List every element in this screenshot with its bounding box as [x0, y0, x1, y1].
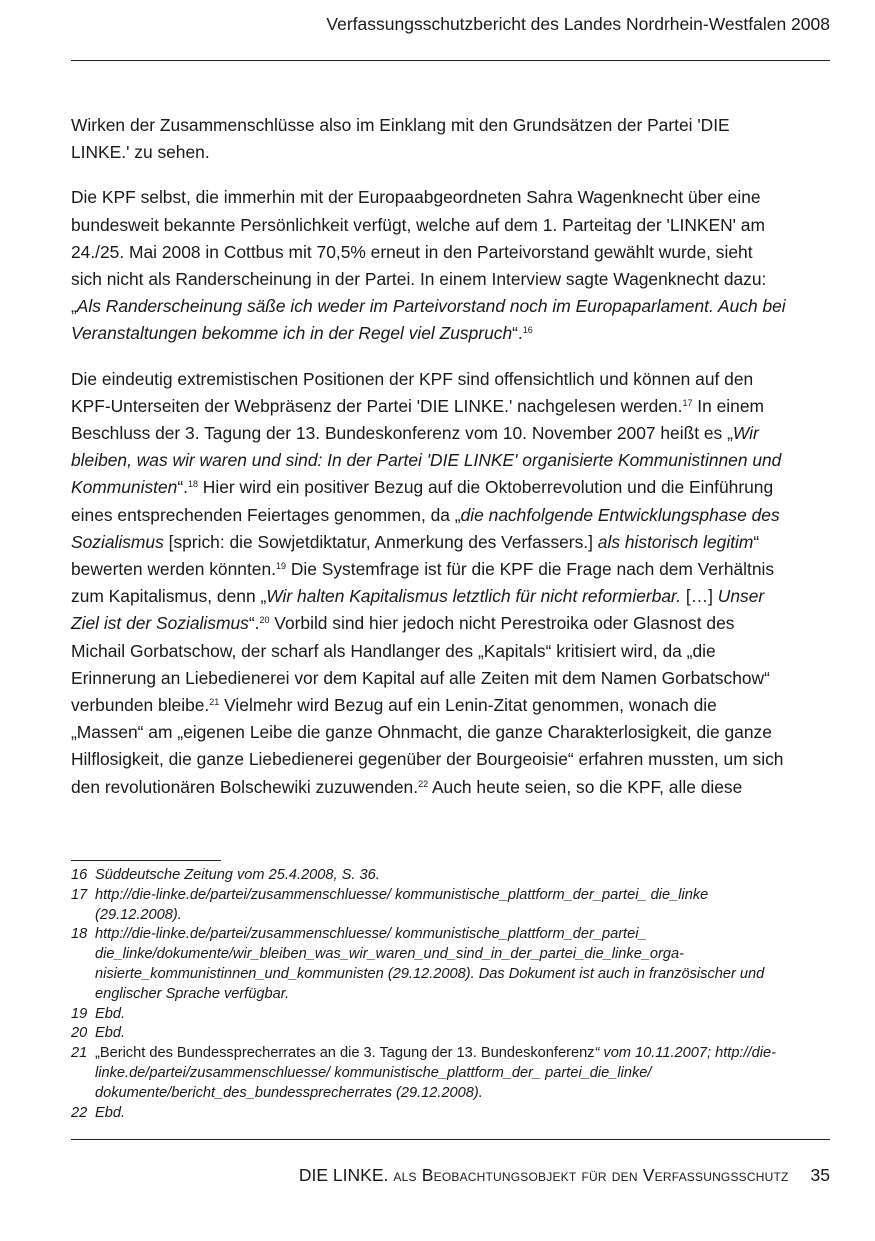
footnote-text: Süddeutsche Zeitung vom 25.4.2008, S. 36.: [95, 867, 380, 883]
footnote-number: 18: [71, 926, 88, 943]
footnote-number: 19: [71, 1005, 88, 1022]
footnote-number: 16: [71, 867, 88, 883]
footnote-text: Ebd.: [95, 1025, 126, 1042]
footnote-16: [71, 866, 786, 886]
footnote-number: 22: [71, 1104, 88, 1121]
quote: die nachfolgende Entwicklungsphase des Sozialismus: [71, 504, 780, 552]
quote: Wir halten Kapitalismus letztlich für nicht reformierbar.: [266, 586, 682, 607]
footnote-text: Ebd.: [95, 1104, 126, 1121]
footnote-18: [71, 925, 786, 1004]
running-header: Verfassungsschutzbericht des Landes Nordrhein-Westfalen 2008: [326, 14, 830, 34]
footnote-link[interactable]: http://die-linke.de/partei/zusammenschluesse/ kommunistische_plattform_der_partei_ die_linke/dokumente/wir_bleiben_was_wir_waren_und_sind_in_der_partei_die_linke_organisierte_kommunistinnen_und_kommunisten (29.12.2008). Das Dokument ist auch in französischer und englischer Sprache verfügbar.: [95, 926, 765, 1002]
footnote-number: 17: [71, 886, 88, 903]
footnote-20: [71, 1024, 786, 1044]
footer-title: DIE LINKE. als Beobachtungsobjekt für den Verfassungsschutz: [298, 1165, 789, 1185]
paragraph-3: Die eindeutig extremistischen Positionen der KPF sind offensichtlich und können auf den KPF-Unterseiten der Webpräsenz der Partei 'DIE LINKE.' nachgelesen werden.$^{17}$ In einem Beschluss der 3. Tagung der 13. Bundeskonferenz vom 10. November 2007 heißt es „Wir bleiben, was wir waren und sind: In der Partei 'DIE LINKE' organisierte Kommunistinnen und Kommunisten“.$^{18}$ Hier wird ein positiver Bezug auf die Oktoberrevolution und die Einführung eines entsprechenden Feiertages genommen, da „die nachfolgende Entwicklungsphase des Sozialismus [sprich: die Sowjetdiktatur, Anmerkung des Verfassers.] als historisch legitim“ bewerten werden könnten.$^{19}$ Die Systemfrage ist für die KPF die Frage nach dem Verhältnis zum Kapitalismus, denn „Wir halten Kapitalismus letztlich für nicht reformierbar. […] Unser Ziel ist der Sozialismus“.$^{20}$ Vorbild sind hier jedoch nicht Perestroika oder Glasnost des Michail Gorbatschow, der scharf als Handlanger des „Kapitals“ kritisiert wird, da „die Erinnerung an Liebedienerei vor dem Kapital auf alle Zeiten mit dem Namen Gorbatschow“ verbunden bleibe.$^{21}$ Vielmehr wird Bezug auf ein Lenin-Zitat genommen, wonach die „Massen“ am „eigenen Leibe die ganze Ohnmacht, die ganze Charakterlosigkeit, die ganze Hilflosigkeit, die ganze Liebedienerei gegenüber der Bourgeoisie“ erfahren mussten, um sich den revolutionären Bolschewiki zuzuwenden.$^{22}$ Auch heute seien, so die KPF, alle diese: [71, 368, 784, 797]
page-number: 35: [810, 1165, 830, 1185]
main-text: [71, 112, 786, 819]
paragraph-1: Wirken der Zusammenschlüsse also im Einklang mit den Grundsätzen der Partei 'DIE LINKE.' zu sehen.: [71, 115, 730, 163]
footnotes: [71, 866, 786, 1123]
footer-rule: [71, 1139, 830, 1140]
footnote-22: [71, 1104, 786, 1124]
footnote-ref[interactable]: 21: [209, 697, 220, 708]
footnote-ref[interactable]: 22: [418, 778, 429, 789]
quote: Wir bleiben, was wir waren und sind: In der Partei 'DIE LINKE' organisierte Kommunistinnen und Kommunisten: [71, 423, 782, 498]
footnote-17: [71, 886, 786, 926]
running-footer: [71, 1163, 830, 1187]
footnote-ref[interactable]: 18: [187, 479, 198, 490]
footnote-ref[interactable]: 17: [682, 397, 693, 408]
footnote-number: 21: [71, 1045, 88, 1062]
footnote-21: [71, 1044, 786, 1103]
quote: Als Randerscheinung säße ich weder im Parteivorstand noch im Europaparlament. Auch bei Veranstaltungen bekomme ich in der Regel viel Zuspruch: [71, 296, 786, 344]
footnote-ref[interactable]: 20: [259, 615, 270, 626]
quote: Unser Ziel ist der Sozialismus: [71, 586, 765, 634]
footnote-ref[interactable]: 16: [522, 325, 533, 336]
footnote-link[interactable]: http://die-linke.de/partei/zusammenschluesse/ kommunistische_plattform_der_partei_ die_linke (29.12.2008).: [95, 886, 709, 923]
footnote-separator: [71, 860, 221, 861]
header-rule: [71, 60, 830, 61]
quote: als historisch legitim: [597, 531, 754, 552]
paragraph-2: Die KPF selbst, die immerhin mit der Europaabgeordneten Sahra Wagenknecht über eine bundesweit bekannte Persönlichkeit verfügt, welche auf dem 1. Parteitag der 'LINKEN' am 24./25. Mai 2008 in Cottbus mit 70,5% erneut in den Parteivorstand gewählt wurde, sieht sich nicht als Randerscheinung in der Partei. In einem Interview sagte Wagenknecht dazu: „Als Randerscheinung säße ich weder im Parteivorstand noch im Europaparlament. Auch bei Veranstaltungen bekomme ich in der Regel viel Zuspruch“.$^{16}$: [71, 187, 786, 344]
footnote-link[interactable]: „Bericht des Bundessprecherrates an die 3. Tagung der 13. Bundeskonferenz“ vom 10.11.2007; http://die-linke.de/partei/zusammenschluesse/ kommunistische_plattform_der_ partei_die_linke/ dokumente/bericht_des_bundessprecherrates (29.12.2008).: [95, 1045, 776, 1101]
footnote-ref[interactable]: 19: [275, 561, 286, 572]
footnote-19: [71, 1005, 786, 1025]
footnote-number: 20: [71, 1025, 88, 1042]
footnote-text: Ebd.: [95, 1005, 126, 1022]
